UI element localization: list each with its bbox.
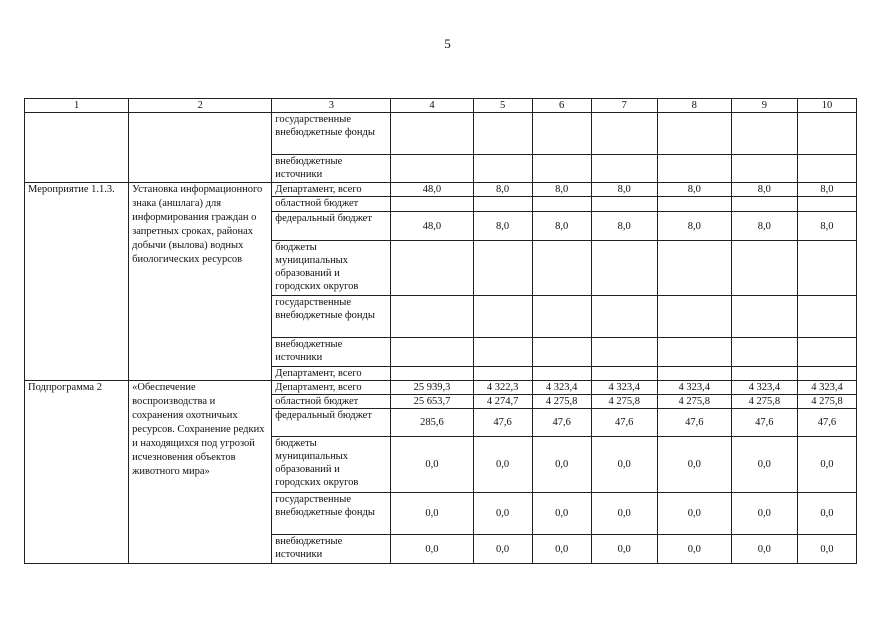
value-cell: 4 275,8 [532, 395, 591, 409]
value-cell [473, 197, 532, 212]
funding-source: федеральный бюджет [272, 409, 391, 437]
column-header: 6 [532, 99, 591, 113]
value-cell: 0,0 [797, 535, 856, 564]
value-cell [657, 367, 731, 381]
value-cell: 47,6 [797, 409, 856, 437]
value-cell [532, 197, 591, 212]
value-cell [731, 155, 797, 183]
value-cell: 8,0 [731, 212, 797, 241]
value-cell: 47,6 [473, 409, 532, 437]
row-group-description: Установка информационного знака (аншлага) для информирования граждан о запретных сроках, районах добычи (вылова) водных биологических ресурсов [129, 183, 272, 381]
row-group-description [129, 113, 272, 183]
value-cell: 8,0 [473, 212, 532, 241]
value-cell [532, 338, 591, 367]
value-cell: 8,0 [657, 212, 731, 241]
budget-table [24, 98, 857, 564]
value-cell [797, 296, 856, 338]
value-cell: 0,0 [591, 437, 657, 493]
header-row [25, 99, 857, 113]
value-cell [731, 241, 797, 296]
value-cell: 0,0 [731, 437, 797, 493]
row-group-name: Мероприятие 1.1.3. [25, 183, 129, 381]
value-cell: 8,0 [473, 183, 532, 197]
value-cell: 4 274,7 [473, 395, 532, 409]
funding-source: государственные внебюджетные фонды [272, 493, 391, 535]
value-cell: 25 653,7 [391, 395, 473, 409]
table-row [25, 183, 857, 197]
funding-source: федеральный бюджет [272, 212, 391, 241]
value-cell [473, 296, 532, 338]
value-cell: 0,0 [657, 437, 731, 493]
value-cell [731, 367, 797, 381]
funding-source: Департамент, всего [272, 381, 391, 395]
value-cell: 0,0 [657, 535, 731, 564]
value-cell [797, 113, 856, 155]
value-cell: 8,0 [591, 183, 657, 197]
value-cell: 4 275,8 [731, 395, 797, 409]
value-cell: 4 275,8 [797, 395, 856, 409]
table-row [25, 381, 857, 395]
value-cell [591, 338, 657, 367]
funding-source: государственные внебюджетные фонды [272, 296, 391, 338]
value-cell [591, 296, 657, 338]
value-cell [657, 338, 731, 367]
value-cell [591, 155, 657, 183]
funding-source: бюджеты муниципальных образований и городских округов [272, 241, 391, 296]
value-cell [532, 113, 591, 155]
page-number: 5 [444, 36, 451, 51]
funding-source: Департамент, всего [272, 367, 391, 381]
value-cell: 47,6 [532, 409, 591, 437]
value-cell [797, 367, 856, 381]
value-cell [391, 113, 473, 155]
value-cell: 0,0 [591, 535, 657, 564]
column-header: 8 [657, 99, 731, 113]
value-cell [797, 197, 856, 212]
value-cell [532, 155, 591, 183]
value-cell: 8,0 [532, 183, 591, 197]
column-header: 4 [391, 99, 473, 113]
value-cell [473, 338, 532, 367]
funding-source: внебюджетные источники [272, 338, 391, 367]
value-cell: 48,0 [391, 183, 473, 197]
value-cell [591, 197, 657, 212]
value-cell: 8,0 [532, 212, 591, 241]
value-cell [657, 241, 731, 296]
value-cell: 8,0 [591, 212, 657, 241]
value-cell: 0,0 [657, 493, 731, 535]
funding-source: Департамент, всего [272, 183, 391, 197]
value-cell: 0,0 [532, 437, 591, 493]
value-cell [731, 197, 797, 212]
funding-source: внебюджетные источники [272, 535, 391, 564]
value-cell [731, 113, 797, 155]
value-cell: 0,0 [532, 493, 591, 535]
column-header: 7 [591, 99, 657, 113]
value-cell [731, 296, 797, 338]
value-cell: 0,0 [591, 493, 657, 535]
value-cell [591, 113, 657, 155]
funding-source: государственные внебюджетные фонды [272, 113, 391, 155]
value-cell [657, 155, 731, 183]
value-cell [591, 241, 657, 296]
value-cell [797, 241, 856, 296]
value-cell: 4 275,8 [657, 395, 731, 409]
value-cell [391, 338, 473, 367]
value-cell [391, 155, 473, 183]
value-cell: 0,0 [731, 535, 797, 564]
column-header: 3 [272, 99, 391, 113]
value-cell: 8,0 [657, 183, 731, 197]
row-group-description: «Обеспечение воспроизводства и сохранения охотничьих ресурсов. Сохранение редких и находящихся под угрозой исчезновения объектов животного мира» [129, 381, 272, 564]
value-cell [473, 113, 532, 155]
value-cell: 4 323,4 [797, 381, 856, 395]
value-cell [532, 296, 591, 338]
column-header: 2 [129, 99, 272, 113]
value-cell [391, 197, 473, 212]
funding-source: бюджеты муниципальных образований и городских округов [272, 437, 391, 493]
value-cell [532, 241, 591, 296]
value-cell: 25 939,3 [391, 381, 473, 395]
value-cell: 47,6 [591, 409, 657, 437]
table-row [25, 113, 857, 155]
value-cell [532, 367, 591, 381]
value-cell: 8,0 [797, 183, 856, 197]
value-cell [657, 197, 731, 212]
value-cell: 0,0 [731, 493, 797, 535]
value-cell: 0,0 [473, 493, 532, 535]
value-cell: 8,0 [797, 212, 856, 241]
value-cell: 0,0 [797, 437, 856, 493]
value-cell [391, 367, 473, 381]
funding-source: областной бюджет [272, 395, 391, 409]
funding-source: областной бюджет [272, 197, 391, 212]
column-header: 1 [25, 99, 129, 113]
column-header: 5 [473, 99, 532, 113]
column-header: 9 [731, 99, 797, 113]
value-cell: 4 323,4 [532, 381, 591, 395]
value-cell [591, 367, 657, 381]
value-cell: 4 323,4 [591, 381, 657, 395]
value-cell: 0,0 [391, 535, 473, 564]
value-cell: 285,6 [391, 409, 473, 437]
row-group-name [25, 113, 129, 183]
value-cell: 0,0 [391, 437, 473, 493]
value-cell [391, 241, 473, 296]
value-cell [797, 155, 856, 183]
value-cell: 48,0 [391, 212, 473, 241]
value-cell: 4 275,8 [591, 395, 657, 409]
value-cell: 0,0 [797, 493, 856, 535]
value-cell [473, 367, 532, 381]
value-cell [657, 296, 731, 338]
value-cell: 0,0 [391, 493, 473, 535]
value-cell: 0,0 [473, 437, 532, 493]
value-cell [473, 155, 532, 183]
value-cell: 47,6 [731, 409, 797, 437]
value-cell [731, 338, 797, 367]
value-cell [657, 113, 731, 155]
value-cell: 4 323,4 [657, 381, 731, 395]
row-group-name: Подпрограмма 2 [25, 381, 129, 564]
value-cell [797, 338, 856, 367]
value-cell: 47,6 [657, 409, 731, 437]
value-cell: 0,0 [473, 535, 532, 564]
value-cell [391, 296, 473, 338]
value-cell: 4 323,4 [731, 381, 797, 395]
value-cell: 0,0 [532, 535, 591, 564]
column-header: 10 [797, 99, 856, 113]
value-cell: 8,0 [731, 183, 797, 197]
funding-source: внебюджетные источники [272, 155, 391, 183]
value-cell [473, 241, 532, 296]
value-cell: 4 322,3 [473, 381, 532, 395]
